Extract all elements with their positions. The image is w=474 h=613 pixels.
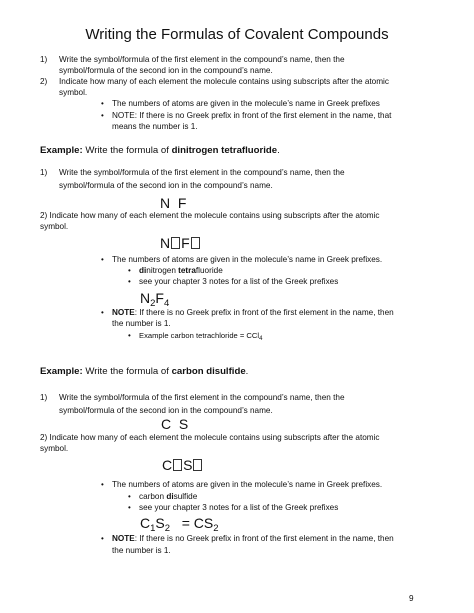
note-text: NOTE: If there is no Greek prefix in front of the first element in the name, then	[112, 308, 394, 317]
example-text: Example carbon tetrachloride = CCl$_4$	[139, 331, 263, 342]
bullet-icon: •	[101, 308, 104, 317]
bullet-icon: •	[128, 277, 131, 286]
step-text: symbol/formula of the second ion in the compound’s name.	[59, 181, 273, 190]
step-text: 2) Indicate how many of each element the molecule contains using subscripts after the atomic	[40, 211, 380, 220]
bullet-text: The numbers of atoms are given in the molecule’s name in Greek prefixes.	[112, 480, 383, 489]
example-heading: Example: Write the formula of dinitrogen tetrafluoride.	[40, 145, 280, 156]
element-symbol: C S	[161, 416, 189, 432]
bullet-text: see your chapter 3 notes for a list of the Greek prefixes	[139, 277, 339, 286]
step-text: symbol.	[40, 444, 69, 453]
bullet-icon: •	[101, 111, 104, 120]
bullet-text: NOTE: If there is no Greek prefix in front of the first element in the name, that	[112, 111, 392, 120]
note-text: the number is 1.	[112, 319, 171, 328]
step-text: Write the symbol/formula of the first element in the compound’s name, then the	[59, 55, 345, 64]
bullet-icon: •	[128, 503, 131, 512]
step-text: symbol/formula of the second ion in the compound’s name.	[59, 406, 273, 415]
step-number: 1)	[40, 168, 48, 177]
element-symbol: N F	[160, 195, 187, 211]
bullet-text: The numbers of atoms are given in the molecule’s name in Greek prefixes	[112, 99, 380, 108]
step-text: symbol.	[40, 222, 69, 231]
note-text: NOTE: If there is no Greek prefix in front of the first element in the name, then	[112, 534, 394, 543]
subscript-box-icon	[193, 459, 202, 471]
bullet-text: The numbers of atoms are given in the molecule’s name in Greek prefixes.	[112, 255, 383, 264]
step-text: Write the symbol/formula of the first element in the compound’s name, then the	[59, 393, 345, 402]
bullet-icon: •	[128, 331, 131, 340]
step-text: Indicate how many of each element the molecule contains using subscripts after the atomic	[59, 77, 389, 86]
bullet-icon: •	[101, 534, 104, 543]
step-number: 1)	[40, 393, 48, 402]
note-text: the number is 1.	[112, 546, 171, 555]
bullet-icon: •	[128, 266, 131, 275]
subscript-box-icon	[191, 237, 200, 249]
step-number: 1)	[40, 55, 48, 64]
compound-name: carbon disulfide	[171, 366, 246, 377]
bullet-icon: •	[101, 480, 104, 489]
formula-placeholder: N F	[160, 235, 201, 251]
formula-placeholder: C S	[162, 457, 203, 473]
page-title: Writing the Formulas of Covalent Compounds	[85, 26, 389, 43]
bullet-icon: •	[128, 492, 131, 501]
step-text: 2) Indicate how many of each element the molecule contains using subscripts after the atomic	[40, 433, 380, 442]
prefix-example: carbon disulfide	[139, 492, 198, 501]
bullet-text: means the number is 1.	[112, 122, 198, 131]
bullet-text: see your chapter 3 notes for a list of the Greek prefixes	[139, 503, 339, 512]
step-text: symbol.	[59, 88, 88, 97]
step-text: symbol/formula of the second ion in the compound’s name.	[59, 66, 273, 75]
final-formula: $N_2F_4$	[140, 290, 170, 309]
step-number: 2)	[40, 77, 48, 86]
final-formula: $C_1S_2$ = $CS_2$	[140, 515, 219, 534]
bullet-icon: •	[101, 255, 104, 264]
subscript-box-icon	[173, 459, 182, 471]
prefix-example: dinitrogen tetrafluoride	[139, 266, 223, 275]
example-heading: Example: Write the formula of carbon disulfide.	[40, 366, 249, 377]
compound-name: dinitrogen tetrafluoride	[171, 145, 278, 156]
subscript-box-icon	[171, 237, 180, 249]
step-text: Write the symbol/formula of the first element in the compound’s name, then the	[59, 168, 345, 177]
page-number: 9	[409, 594, 414, 603]
bullet-icon: •	[101, 99, 104, 108]
